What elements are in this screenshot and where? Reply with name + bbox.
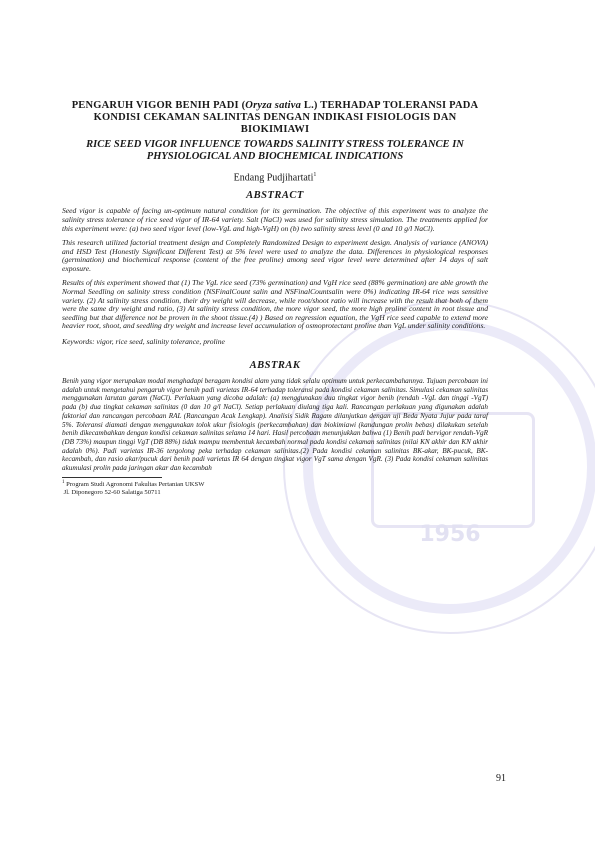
keywords: Keywords: vigor, rice seed, salinity tolerance, proline: [62, 337, 225, 347]
abstract-heading: ABSTRACT: [246, 190, 304, 202]
abstract-paragraph-3: Results of this experiment showed that (1) The VgL rice seed (73% germination) and VgH rice seed (88% germination) are able growth the Normal Seedling on salinity stress condition (NSFinalCount salin and NSFinalCountsalin were 0%) indicating IR-64 rice was sensitive variety. (2) At salinity stress condition, their dry weight will decrease, while root/shoot ratio will increase with the result that both of them were the same dry weight and ratio, (3) At salinity stress condition, the more vigor seed, the more high proline content in root tissue and seedling but that difference not be proven in the shoot tissue.(4) ) Based on regression equation, the VgH rice seed capable to extend more heavier root, shoot, and seedling dry weight and increase level accumulation of osmoprotectant proline than VgL under salinity conditions.: [62, 278, 488, 331]
abstrak-heading: ABSTRAK: [249, 360, 301, 372]
species-name: Oryza sativa: [245, 100, 302, 111]
seal-year: 1956: [419, 522, 481, 547]
title-indonesian: PENGARUH VIGOR BENIH PADI (Oryza sativa L.) TERHADAP TOLERANSI PADA KONDISI CEKAMAN SALINITAS DENGAN INDIKASI FISIOLOGIS DAN BIOKIMIAWI: [71, 100, 479, 135]
title-english: RICE SEED VIGOR INFLUENCE TOWARDS SALINITY STRESS TOLERANCE IN PHYSIOLOGICAL AND BIOCHEMICAL INDICATIONS: [86, 139, 464, 162]
abstract-paragraph-2: This research utilized factorial treatment design and Completely Randomized Design to experiment design. Analysis of variance (ANOVA) and HSD Test (Honestly Significant Different Test) at 5% level were used to analyze the data. Differences in physiological responses (germination) and biochemical response (content of the free proline) among seed vigor level were determined after 14 days of salt exposure.: [62, 238, 488, 273]
author-name: Endang Pudjihartati: [233, 172, 314, 184]
paper-content: [62, 100, 488, 497]
abstract-paragraph-1: Seed vigor is capable of facing un-optimum natural condition for its germination. The objective of this experiment was to analyze the salinity stress tolerance of rice seed vigor of IR-64 variety. Salt (NaCl) was used for salinity stress simulation. The treatments applied for this experiment were: (a) two seed vigor level (low-VgL and high-VgH) on (b) two salinity stress level (0 and 10 g/l NaCl).: [62, 206, 488, 233]
author-line: [62, 172, 488, 183]
footnote-divider: [62, 477, 162, 478]
footnote-affiliation: $^1$ Program Studi Agronomi Fakultas Pertanian UKSW: [62, 479, 205, 488]
abstrak-paragraph: Benih yang vigor merupakan modal menghadapi beragam kondisi alam yang tidak selalu optimum untuk perkecambahannya. Tujuan percobaan ini adalah untuk mengetahui pengaruh vigor benih padi varietas IR-64 terhadap toleransi pada kondisi cekaman salinitas. Simulasi cekaman salinitas menggunakan larutan garam (NaCl). Perlakuan yang dicoba adalah: (a) menggunakan dua tingkat vigor benih (rendah -VgL dan tinggi -VgT) pada (b) dua tingkat cekaman salinitas (0 dan 10 g/l NaCl). Setiap perlakuan diulang tiga kali. Rancangan perlakuan yang digunakan adalah faktorial dan rancangan percobaan RAL (Rancangan Acak Lengkap). Analisis Sidik Ragam dilanjutkan dengan uji Beda Nyata Jujur pada taraf 5%. Toleransi diamati dengan menggunakan tolok ukur fisiologis (perkecambahan) dan biokimiawi (kandungan prolin bebas) dilakukan setelah benih dikecambahkan dengan kondisi cekaman salinitas selama 14 hari. Hasil percobaan menunjukkan bahwa (1) Benih padi bervigor rendah-VgR (DB 73%) maupun tinggi VgT (DB 88%) tidak mampu membentuk kecambah normal pada kondisi cekaman salinitas (nilai KN akhir dan KN akhir adalah 0%). Padi varietas IR-36 tergolong peka terhadap cekaman salinitas.(2) Pada kondisi cekaman salinitas BK-akar, BK-pucuk, BK-kecambah, dan rasio akar/pucuk dari benih padi varietas IR 64 dengan tingkat vigor VgT sama dengan VgR. (3) Pada kondisi cekaman salinitas akumulasi prolin pada jaringan akar dan kecambah: [62, 377, 488, 473]
footnote-mark: 1: [62, 479, 65, 485]
footnote-address: Jl. Diponegoro 52-60 Salatiga 50711: [63, 488, 161, 496]
author-footnote-mark: 1: [313, 172, 317, 178]
page-number: 91: [496, 773, 506, 784]
